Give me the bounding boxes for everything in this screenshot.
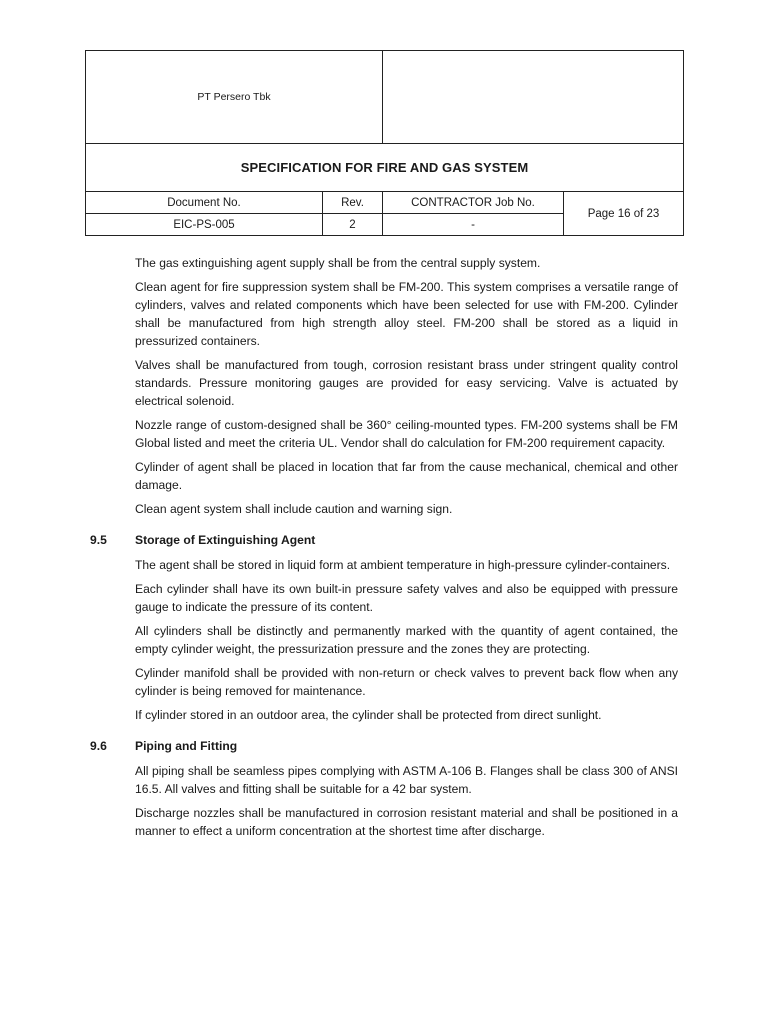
section-title: Storage of Extinguishing Agent [135,533,316,547]
contractor-job-no-value: - [383,214,564,236]
body-paragraph: Cylinder manifold shall be provided with non-return or check valves to prevent back flow when any cylinder is being removed for maintenance. [135,666,678,698]
document-no-label: Document No. [86,192,323,214]
document-body [90,254,678,846]
company-name: PT Persero Tbk [86,51,383,144]
body-paragraph: All cylinders shall be distinctly and permanently marked with the quantity of agent contained, the empty cylinder weight, the pressurization pressure and the zones they are protecting. [135,624,678,656]
document-title: SPECIFICATION FOR FIRE AND GAS SYSTEM [86,144,684,192]
section-heading-9-6 [90,737,678,755]
body-paragraph: The gas extinguishing agent supply shall be from the central supply system. [135,256,541,270]
body-paragraph: Nozzle range of custom-designed shall be 360° ceiling-mounted types. FM-200 systems shall be FM Global listed and meet the criteria UL. Vendor shall do calculation for FM-200 requirement capacity. [135,418,678,450]
body-paragraph: The agent shall be stored in liquid form at ambient temperature in high-pressure cylinder-containers. [135,558,671,572]
page-number: Page 16 of 23 [564,192,684,236]
body-paragraph: Clean agent for fire suppression system shall be FM-200. This system comprises a versatile range of cylinders, valves and related components which have been selected for use with FM-200. Cylinder shall be manufactured from high strength alloy steel. FM-200 shall be stored as a liquid in pressurized containers. [135,280,678,348]
section-heading-9-5 [90,531,678,549]
rev-label: Rev. [323,192,383,214]
body-paragraph: Each cylinder shall have its own built-in pressure safety valves and also be equipped with pressure gauge to indicate the pressure of its content. [135,582,678,614]
body-paragraph: Clean agent system shall include caution and warning sign. [135,502,453,516]
rev-value: 2 [323,214,383,236]
body-paragraph: If cylinder stored in an outdoor area, the cylinder shall be protected from direct sunlight. [135,708,602,722]
body-paragraph: Cylinder of agent shall be placed in location that far from the cause mechanical, chemical and other damage. [135,460,678,492]
section-number: 9.6 [90,739,107,753]
document-header-table [85,50,684,236]
body-paragraph: Valves shall be manufactured from tough, corrosion resistant brass under stringent quality control standards. Pressure monitoring gauges are provided for easy servicing. Valve is actuated by electrical solenoid. [135,358,678,408]
body-paragraph: All piping shall be seamless pipes complying with ASTM A-106 B. Flanges shall be class 300 of ANSI 16.5. All valves and fitting shall be suitable for a 42 bar system. [135,764,678,796]
section-title: Piping and Fitting [135,739,238,753]
contractor-job-no-label: CONTRACTOR Job No. [383,192,564,214]
section-number: 9.5 [90,533,107,547]
body-paragraph: Discharge nozzles shall be manufactured in corrosion resistant material and shall be positioned in a manner to effect a uniform concentration at the shortest time after discharge. [135,806,678,838]
logo-area [383,51,684,144]
document-no-value: EIC-PS-005 [86,214,323,236]
